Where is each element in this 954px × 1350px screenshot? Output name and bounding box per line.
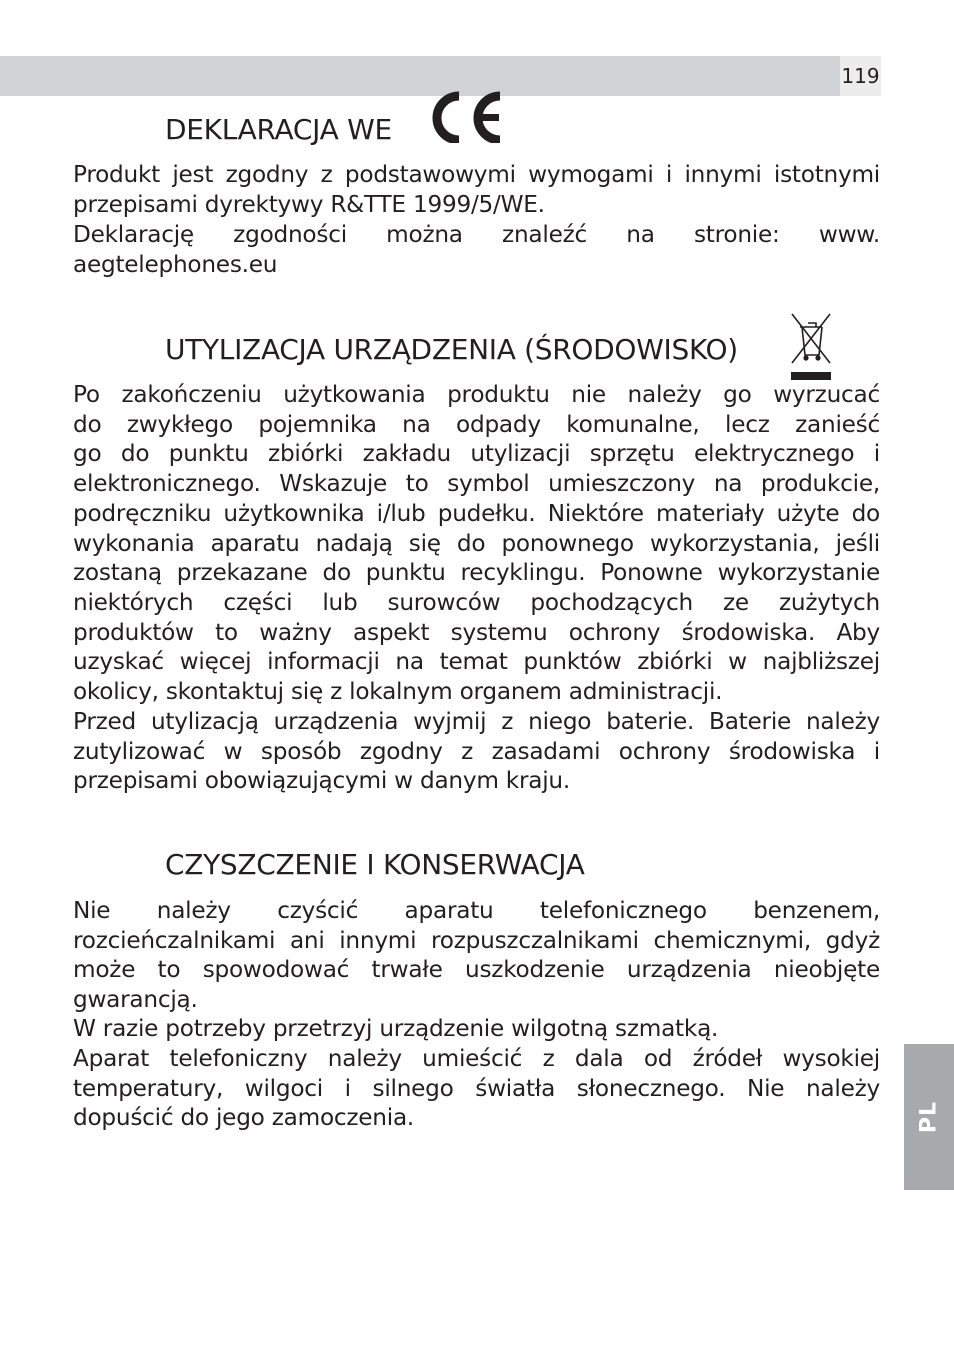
cleaning-paragraph-2 xyxy=(73,1014,880,1044)
declaration-paragraph-2 xyxy=(73,220,880,279)
text-line: Po zakończeniu użytkowania produktu nie należy go wyrzucać xyxy=(73,381,880,408)
text-line: W razie potrzeby przetrzyj urządzenie wilgotną szmatką. xyxy=(73,1015,719,1042)
text-line: Produkt jest zgodny z podstawowymi wymogami i innymi istotnymi xyxy=(73,161,880,188)
text-line: Deklarację zgodności można znaleźć na stronie: www. xyxy=(73,221,880,248)
text-line: może to spowodować trwałe uszkodzenie urządzenia nieobjęte xyxy=(73,956,880,984)
section-title-cleaning: CZYSZCZENIE I KONSERWACJA xyxy=(165,848,585,881)
text-line: niektórych części lub surowców pochodzących ze zużytych xyxy=(73,588,880,616)
language-tab xyxy=(904,1044,954,1190)
section-title-declaration: DEKLARACJA WE xyxy=(165,113,392,146)
ce-mark-icon xyxy=(427,91,509,143)
text-line: dopuścić do jego zamoczenia. xyxy=(73,1104,415,1132)
crossed-out-wheelie-bin-icon xyxy=(788,311,834,381)
text-line: wykonania aparatu nadają się do ponownego wykorzystania, jeśli xyxy=(73,529,880,557)
text-line: Przed utylizacją urządzenia wyjmij z niego baterie. Baterie należy xyxy=(73,708,880,735)
text-line: gwarancją. xyxy=(73,986,198,1014)
cleaning-paragraph-3 xyxy=(73,1044,880,1133)
page-number: 119 xyxy=(840,56,881,96)
cleaning-paragraph-1 xyxy=(73,896,880,1015)
text-line: uzyskać więcej informacji na temat punktów zbiórki w najbliższej xyxy=(73,648,880,676)
text-line: Nie należy czyścić aparatu telefonicznego benzenem, xyxy=(73,897,880,924)
text-line: produktów to ważny aspekt systemu ochrony środowiska. Aby xyxy=(73,618,880,646)
text-line: przepisami obowiązującymi w danym kraju. xyxy=(73,767,570,795)
header-bar xyxy=(0,56,840,96)
text-line: przepisami dyrektywy R&TTE 1999/5/WE. xyxy=(73,190,545,218)
text-line: do zwykłego pojemnika na odpady komunalne, lecz zanieść xyxy=(73,410,880,438)
text-line: zutylizować w sposób zgodny z zasadami ochrony środowiska i xyxy=(73,737,880,765)
text-line: aegtelephones.eu xyxy=(73,250,278,278)
disposal-paragraph-2 xyxy=(73,707,880,796)
section-title-disposal: UTYLIZACJA URZĄDZENIA (ŚRODOWISKO) xyxy=(165,333,738,366)
text-line: Aparat telefoniczny należy umieścić z dala od źródeł wysokiej xyxy=(73,1045,880,1072)
text-line: go do punktu zbiórki zakładu utylizacji sprzętu elektrycznego i xyxy=(73,440,880,468)
language-tab-label: PL xyxy=(916,1100,942,1134)
declaration-paragraph-1 xyxy=(73,160,880,219)
text-line: okolicy, skontaktuj się z lokalnym organem administracji. xyxy=(73,678,723,706)
text-line: rozcieńczalnikami ani innymi rozpuszczalnikami chemicznymi, gdyż xyxy=(73,926,880,954)
disposal-paragraph-1 xyxy=(73,380,880,707)
text-line: temperatury, wilgoci i silnego światła słonecznego. Nie należy xyxy=(73,1074,880,1102)
text-line: elektronicznego. Wskazuje to symbol umieszczony na produkcie, xyxy=(73,470,880,498)
text-line: podręczniku użytkownika i/lub pudełku. Niektóre materiały użyte do xyxy=(73,499,880,527)
text-line: zostaną przekazane do punktu recyklingu. Ponowne wykorzystanie xyxy=(73,559,880,587)
